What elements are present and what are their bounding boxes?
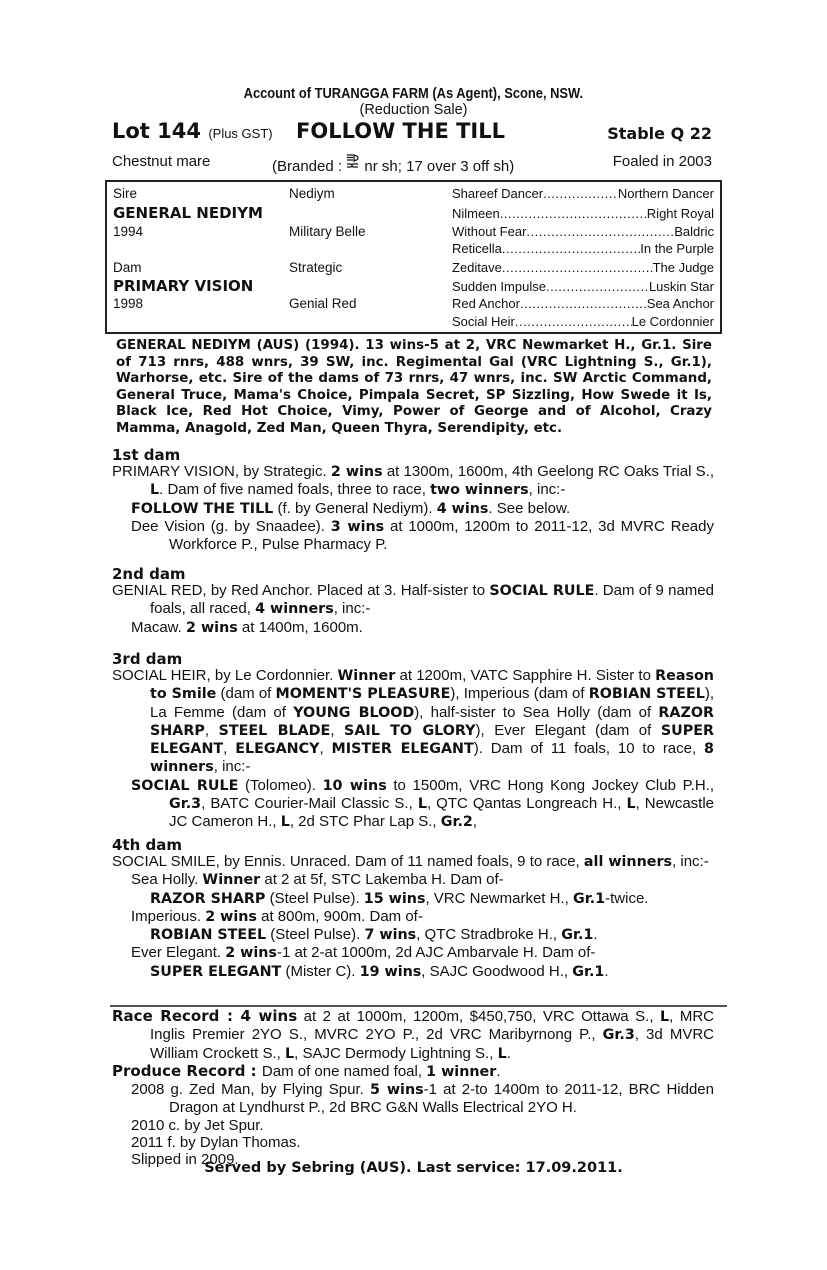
emphasis: 1 winner <box>426 1063 497 1080</box>
grandparent-name: Without Fear <box>452 224 527 239</box>
text: , 3d MVRC William Crockett S., <box>150 1026 714 1062</box>
text: (Steel Pulse). <box>266 926 365 944</box>
emphasis: Winner <box>337 668 396 684</box>
race-record-label: Race Record : <box>112 1007 241 1025</box>
produce-item <box>112 1117 714 1134</box>
emphasis: Reason to Smile <box>150 668 714 703</box>
emphasis: L <box>660 1009 670 1025</box>
emphasis: ROBIAN STEEL <box>588 686 705 703</box>
grandparent-row <box>452 296 714 311</box>
dam-name: PRIMARY VISION <box>113 277 254 295</box>
text: , QTC Stradbroke H., <box>416 926 562 944</box>
text: 2011 f. by Dylan Thomas. <box>131 1134 301 1152</box>
text: at 1000m, 1200m to 2011-12, 3d MVRC Ready Workforce P., Pulse Pharmacy P. <box>169 517 714 554</box>
emphasis: 19 wins <box>359 963 422 980</box>
emphasis: RAZOR SHARP <box>150 890 266 907</box>
text: PRIMARY VISION, by Strategic. <box>112 463 331 480</box>
section-1st-dam <box>112 463 714 553</box>
text: , 2d STC Phar Lap S., <box>289 813 441 831</box>
text: ), La Femme (dam of <box>150 685 715 721</box>
text: -1 at 2-at 1000m, 2d AJC Ambarvale H. Dam of- <box>276 944 596 962</box>
text: -1 at 2-to 1400m to 2011-12, BRC Hidden Dragon at Lyndhurst P., 2d BRC G&N Walls Electrical 2YO H. <box>169 1081 714 1117</box>
lot-label: Lot 144 <box>112 119 201 143</box>
grandparent-name: Sudden Impulse <box>452 279 546 294</box>
race-record <box>112 1008 714 1169</box>
text: , <box>330 721 345 739</box>
section-title-1st-dam: 1st dam <box>112 446 181 464</box>
sire-label: Sire <box>113 186 138 201</box>
grandparent-row <box>452 314 714 329</box>
progeny-item <box>112 908 714 926</box>
grandparent-sire: Sea Anchor <box>646 296 714 311</box>
sire-summary: GENERAL NEDIYM (AUS) (1994). 13 wins-5 at 2, VRC Newmarket H., Gr.1. Sire of 713 rnrs, 488 wnrs, 39 SW, inc. Regimental Gal (VRC Lightning S., Gr.1), Warhorse, etc. Sire of the dams of 73 rnrs, 47 wnrs, inc. SW Arctic Command, General Truce, Mama's Choice, Pimpala Secret, SP Sizzling, How Swede it Is, Black Ice, Red Hot Choice, Vimy, Power of George and of Alcohol, Crazy Mamma, Anagold, Zed Man, Queen Thyra, Serendipity, etc. <box>116 338 712 436</box>
text: to 1500m, VRC Hong Kong Jockey Club P.H., <box>386 776 714 794</box>
emphasis: 4 wins <box>436 500 489 517</box>
emphasis: RAZOR SHARP <box>150 704 714 739</box>
emphasis: L <box>417 796 427 813</box>
text: , <box>223 740 236 758</box>
text: . <box>496 1062 501 1080</box>
grandparent-row <box>452 186 714 201</box>
grandparent-sire: Northern Dancer <box>617 186 714 201</box>
text: , <box>204 721 219 739</box>
section-2nd-dam <box>112 582 714 637</box>
dam-label: Dam <box>113 260 142 275</box>
grandparent-sire: Luskin Star <box>648 279 714 294</box>
dam-year: 1998 <box>113 296 144 311</box>
text: , VRC Newmarket H., <box>425 889 573 907</box>
dam-sire: Strategic <box>289 260 343 275</box>
grandparent-name: Nilmeen <box>452 206 500 221</box>
section-4th-dam <box>112 853 714 981</box>
text: ), half-sister to Sea Holly (dam of <box>414 703 659 721</box>
text: at 1200m, VATC Sapphire H. Sister to <box>395 667 656 684</box>
grandparent-row <box>452 224 714 239</box>
leader-dots <box>526 224 674 239</box>
text: . Dam of 9 named foals, all raced, <box>150 582 714 618</box>
emphasis: SOCIAL RULE <box>489 583 595 599</box>
consignor-text: Account of TURANGGA FARM (As Agent), Scone, NSW. <box>243 85 584 102</box>
grandparent-sire: Baldric <box>674 224 714 239</box>
served-note: Served by Sebring (AUS). Last service: 17.09.2011. <box>204 1160 623 1176</box>
pedigree-table <box>105 180 722 334</box>
text: (Mister C). <box>281 962 360 980</box>
text: SOCIAL SMILE, by Ennis. Unraced. Dam of 11 named foals, 9 to race, <box>112 853 584 870</box>
grandparent-row <box>452 206 714 221</box>
text: . Dam of five named foals, three to race, <box>159 481 431 499</box>
grandparent-name: Shareef Dancer <box>452 186 544 201</box>
emphasis: L <box>150 482 160 499</box>
emphasis: SOCIAL RULE <box>131 777 239 794</box>
grandparent-sire: Right Royal <box>646 206 714 221</box>
brand-description <box>272 153 514 175</box>
text: (Steel Pulse). <box>265 889 364 907</box>
brand-prefix: (Branded : <box>272 158 347 175</box>
emphasis: 3 wins <box>330 518 385 535</box>
text: SOCIAL HEIR, by Le Cordonnier. <box>112 667 338 684</box>
text: at 2 at 1000m, 1200m, $450,750, VRC Ottawa S., <box>297 1008 661 1025</box>
grandparent-name: Reticella <box>452 241 502 256</box>
text: , SAJC Dermody Lightning S., <box>294 1044 498 1062</box>
produce-item <box>112 1134 714 1151</box>
text: Slipped in 2009. <box>131 1151 239 1169</box>
text: at 2 at 5f, STC Lakemba H. Dam of- <box>260 871 504 889</box>
emphasis: Gr.1 <box>561 927 594 944</box>
grandparent-row <box>452 260 714 275</box>
emphasis: 2 wins <box>225 945 277 962</box>
section-3rd-dam <box>112 667 714 832</box>
emphasis: Gr.3 <box>169 796 202 813</box>
emphasis: 2 wins <box>186 619 238 636</box>
text: Macaw. <box>131 618 187 636</box>
emphasis: 15 wins <box>363 890 426 907</box>
produce-item <box>112 1081 714 1117</box>
text: GENIAL RED, by Red Anchor. Placed at 3. Half-sister to <box>112 582 490 599</box>
brand-suffix: nr sh; 17 over 3 off sh) <box>360 158 515 175</box>
sire-dam: Military Belle <box>289 224 366 239</box>
text: Dee Vision (g. by Snaadee). <box>131 517 331 535</box>
grandparent-row <box>452 241 714 256</box>
emphasis: L <box>285 1045 295 1062</box>
text: , BATC Courier-Mail Classic S., <box>201 795 418 813</box>
progeny-item <box>112 619 714 637</box>
race-record-text <box>112 1008 714 1063</box>
grand-progeny-item <box>112 963 714 981</box>
text: Imperious. <box>131 907 206 925</box>
leader-dots <box>500 206 647 221</box>
emphasis: Gr.1 <box>572 890 606 907</box>
emphasis: STEEL BLADE <box>218 722 331 739</box>
dam-intro <box>112 463 714 500</box>
text: (f. by General Nediym). <box>273 499 437 517</box>
text: , SAJC Goodwood H., <box>421 962 573 980</box>
emphasis: ELEGANCY <box>235 741 320 758</box>
dam-intro <box>112 667 714 777</box>
foaled-year: Foaled in 2003 <box>612 153 712 170</box>
text: , <box>319 740 332 758</box>
progeny-item <box>112 500 714 518</box>
emphasis: YOUNG BLOOD <box>293 704 415 721</box>
text: -twice. <box>605 889 649 907</box>
sire-name: GENERAL NEDIYM <box>113 204 263 222</box>
sale-note: (Reduction Sale) <box>359 102 468 118</box>
grandparent-name: Red Anchor <box>452 296 520 311</box>
text: Sea Holly. <box>131 871 203 889</box>
emphasis: 2 wins <box>330 464 383 480</box>
emphasis: 7 wins <box>364 927 417 944</box>
emphasis: 8 winners <box>150 741 714 776</box>
grandparent-name: Zeditave <box>452 260 502 275</box>
emphasis: L <box>497 1045 507 1062</box>
emphasis: ROBIAN STEEL <box>150 927 267 944</box>
grandparent-row <box>452 279 714 294</box>
produce-record-label: Produce Record : <box>112 1061 262 1080</box>
emphasis: MOMENT'S PLEASURE <box>275 686 451 703</box>
dam-intro <box>112 582 714 619</box>
text: ), Ever Elegant (dam of <box>475 721 661 739</box>
text: at 1300m, 1600m, 4th Geelong RC Oaks Trial S., <box>382 463 714 480</box>
grandparent-sire: In the Purple <box>640 241 714 256</box>
emphasis: Gr.2 <box>440 814 473 831</box>
sire-year: 1994 <box>113 224 144 239</box>
grandparent-sire: The Judge <box>652 260 714 275</box>
emphasis: all winners <box>583 854 673 870</box>
emphasis: two winners <box>430 482 529 499</box>
text: , inc:- <box>333 600 371 618</box>
grand-progeny-item <box>112 926 714 944</box>
text: 2008 g. Zed Man, by Flying Spur. <box>131 1081 370 1099</box>
emphasis: 4 winners <box>255 601 334 618</box>
progeny-item <box>112 777 714 832</box>
emphasis: MISTER ELEGANT <box>331 741 474 758</box>
text: . <box>593 926 598 944</box>
emphasis: 5 wins <box>369 1082 424 1099</box>
grandparent-name: Social Heir <box>452 314 515 329</box>
brand-mark-icon <box>346 153 360 171</box>
consignor-line <box>0 85 827 102</box>
emphasis: SUPER ELEGANT <box>150 963 282 980</box>
stable-location: Stable Q 22 <box>607 124 712 143</box>
produce-record-text <box>112 1063 714 1081</box>
emphasis: Winner <box>202 872 261 889</box>
text: , inc:- <box>213 758 251 776</box>
emphasis: FOLLOW THE TILL <box>131 500 274 517</box>
text: (dam of <box>216 685 276 703</box>
text: , Newcastle JC Cameron H., <box>169 795 715 831</box>
lot-tax-note: (Plus GST) <box>208 126 273 141</box>
text: , <box>472 813 478 831</box>
text: . See below. <box>488 499 571 517</box>
leader-dots <box>546 279 649 294</box>
text: . <box>604 962 609 980</box>
progeny-item <box>112 518 714 554</box>
emphasis: 10 wins <box>322 777 387 794</box>
emphasis: SUPER ELEGANT <box>150 722 714 758</box>
text: . <box>506 1044 511 1062</box>
emphasis: L <box>280 814 290 831</box>
section-title-2nd-dam: 2nd dam <box>112 565 186 583</box>
text: Dam of one named foal, <box>261 1062 427 1080</box>
text: , inc:- <box>528 481 566 499</box>
text: ). Dam of 11 foals, 10 to race, <box>473 740 705 758</box>
emphasis: 2 wins <box>205 908 257 925</box>
emphasis: 4 wins <box>240 1007 298 1025</box>
leader-dots <box>502 260 653 275</box>
text: 2010 c. by Jet Spur. <box>131 1116 264 1134</box>
progeny-item <box>112 944 714 962</box>
section-title-3rd-dam: 3rd dam <box>112 650 183 668</box>
text: , inc:- <box>672 853 709 870</box>
leader-dots <box>520 296 647 311</box>
leader-dots <box>515 314 632 329</box>
text: , MRC Inglis Premier 2YO S., MVRC 2YO P., 2d VRC Maribyrnong P., <box>150 1008 714 1044</box>
lot-number <box>112 119 273 143</box>
emphasis: Gr.3 <box>602 1027 635 1044</box>
text: at 1400m, 1600m. <box>237 618 363 636</box>
emphasis: L <box>626 796 636 813</box>
horse-name: FOLLOW THE TILL <box>296 119 505 143</box>
grandparent-sire: Le Cordonnier <box>631 314 714 329</box>
text: (Tolomeo). <box>238 776 323 794</box>
emphasis: SAIL TO GLORY <box>344 722 476 739</box>
text: , QTC Qantas Longreach H., <box>426 795 627 813</box>
text: Ever Elegant. <box>131 944 226 962</box>
emphasis: Gr.1 <box>572 963 605 980</box>
dam-intro <box>112 853 714 871</box>
grand-progeny-item <box>112 890 714 908</box>
text: ), Imperious (dam of <box>450 685 589 703</box>
text: at 800m, 900m. Dam of- <box>256 907 423 925</box>
dam-dam: Genial Red <box>289 296 357 311</box>
progeny-item <box>112 871 714 889</box>
leader-dots <box>502 241 640 256</box>
colour-sex: Chestnut mare <box>112 153 211 170</box>
section-title-4th-dam: 4th dam <box>112 836 182 854</box>
sire-sire: Nediym <box>289 186 335 201</box>
leader-dots <box>543 186 618 201</box>
